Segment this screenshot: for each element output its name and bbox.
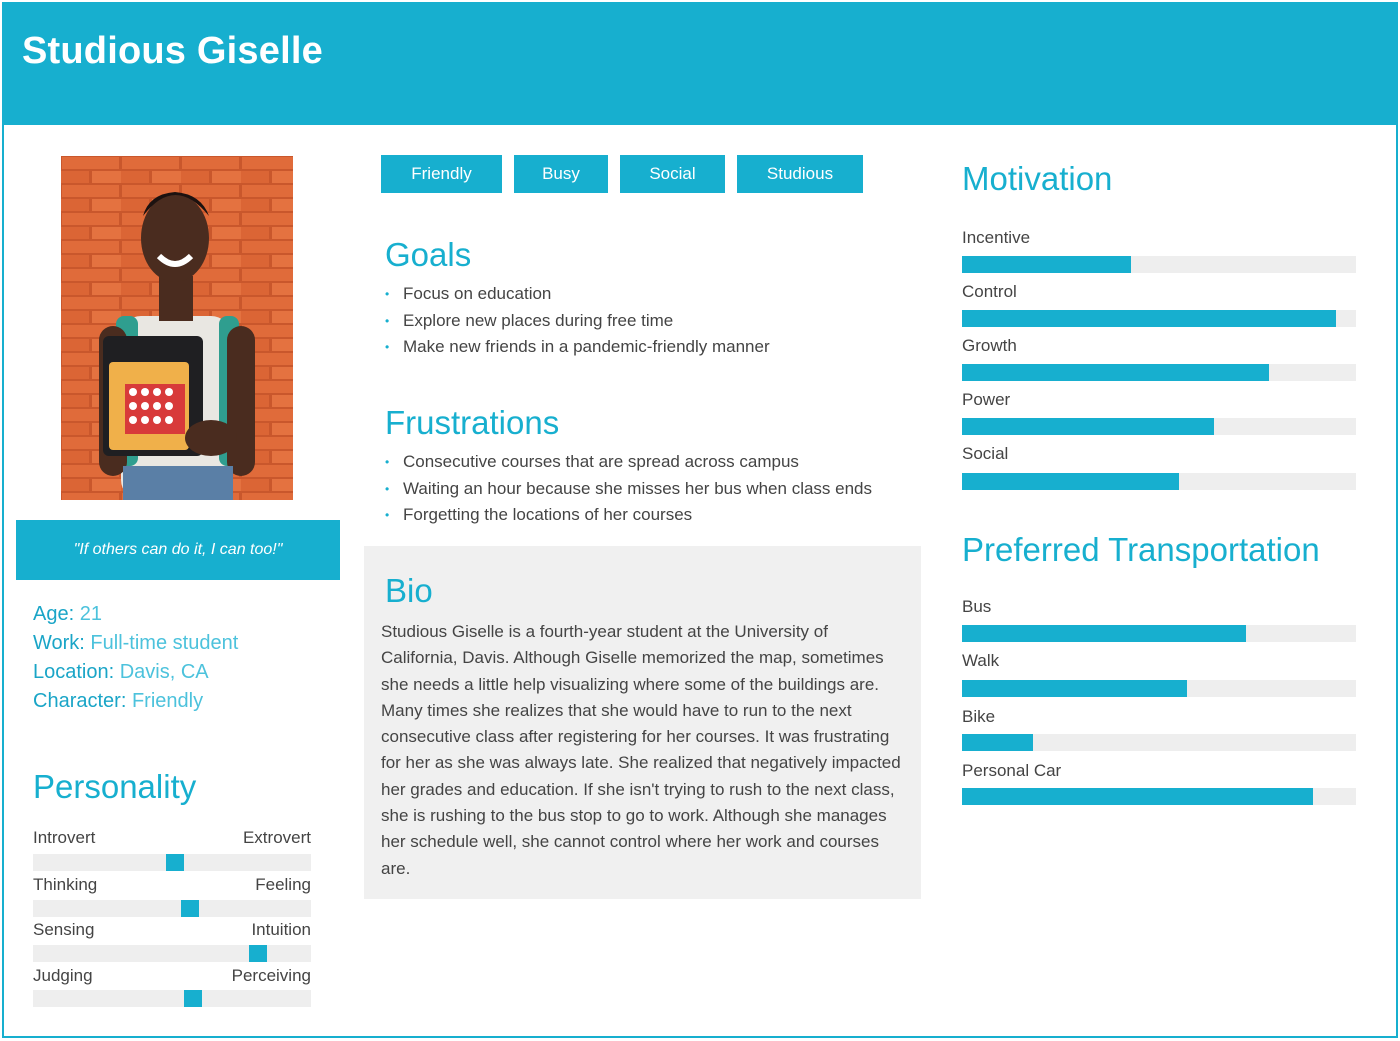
transportation-title: Preferred Transportation <box>962 531 1320 568</box>
trait-marker <box>166 854 184 871</box>
transportation-label: Personal Car <box>962 761 1062 780</box>
list-item: • Make new friends in a pandemic-friendly manner <box>385 337 770 357</box>
tag-social: Social <box>620 155 725 193</box>
transportation-bar <box>962 788 1313 805</box>
trait-left-label: Thinking <box>33 875 98 894</box>
motivation-label: Incentive <box>962 228 1031 247</box>
trait-right-label: Intuition <box>251 920 311 939</box>
info-character: Character: Friendly <box>33 690 204 712</box>
trait-track <box>33 990 311 1007</box>
persona-info <box>33 600 238 716</box>
persona-photo <box>61 156 293 500</box>
motivation-track <box>962 473 1356 490</box>
trait-track <box>33 945 311 962</box>
info-location: Location: Davis, CA <box>33 661 209 683</box>
bullet-icon: • <box>385 287 390 302</box>
trait-right-label: Perceiving <box>231 966 311 985</box>
info-work: Work: Full-time student <box>33 632 239 654</box>
header-banner <box>2 2 1398 125</box>
motivation-track <box>962 364 1356 381</box>
motivation-bar <box>962 473 1179 490</box>
transportation-track <box>962 734 1356 751</box>
motivation-bar <box>962 364 1269 381</box>
motivation-label: Social <box>962 444 1009 463</box>
motivation-bar <box>962 418 1214 435</box>
motivation-bar <box>962 310 1336 327</box>
list-item: • Forgetting the locations of her courses <box>385 505 693 525</box>
bio-title: Bio <box>385 572 433 609</box>
trait-left-label: Sensing <box>33 920 95 939</box>
trait-left-label: Introvert <box>33 828 96 847</box>
trait-right-label: Extrovert <box>242 828 311 847</box>
trait-right-label: Feeling <box>255 875 311 894</box>
motivation-label: Power <box>962 390 1011 409</box>
bio-text: Studious Giselle is a fourth-year student at the University of California, Davis. Although Giselle memorized the map, sometimes she needs a little help visualizing where some of the buildings are. Many times she realizes that she would have to run to the next consecutive class after registering for her courses. It was frustrating for her as she was always late. She realized that negatively impacted her grades and education. If she isn't trying to rush to the next class, she is rushing to the bus stop to go to work. Although she manages her schedule well, she cannot control where her work and courses are. <box>381 622 901 878</box>
tag-friendly: Friendly <box>381 155 502 193</box>
bullet-icon: • <box>385 313 390 328</box>
transportation-track <box>962 680 1356 697</box>
trait-track <box>33 900 311 917</box>
personality-title: Personality <box>33 768 197 805</box>
tag-studious: Studious <box>737 155 863 193</box>
bullet-icon: • <box>385 455 390 470</box>
personality-trait <box>33 875 311 895</box>
tag-busy: Busy <box>514 155 608 193</box>
list-item: • Explore new places during free time <box>385 310 674 330</box>
trait-track <box>33 854 311 871</box>
persona-name: Studious Giselle <box>22 30 323 72</box>
transportation-bar <box>962 680 1187 697</box>
motivation-track <box>962 256 1356 273</box>
motivation-label: Growth <box>962 336 1017 355</box>
goals-title: Goals <box>385 236 472 273</box>
motivation-track <box>962 310 1356 327</box>
info-age: Age: 21 <box>33 603 102 625</box>
frustrations-list <box>385 449 872 529</box>
bullet-icon: • <box>385 508 390 523</box>
list-item: • Waiting an hour because she misses her bus when class ends <box>385 478 873 498</box>
transportation-label: Bike <box>962 707 996 726</box>
personality-trait <box>33 966 311 986</box>
personality-trait <box>33 920 311 940</box>
trait-marker <box>184 990 202 1007</box>
motivation-label: Control <box>962 282 1017 301</box>
trait-marker <box>181 900 199 917</box>
transportation-label: Walk <box>962 651 1000 670</box>
motivation-title: Motivation <box>962 160 1113 197</box>
personality-trait <box>33 828 311 848</box>
transportation-bar <box>962 734 1033 751</box>
bullet-icon: • <box>385 481 390 496</box>
bullet-icon: • <box>385 340 390 355</box>
persona-quote: "If others can do it, I can too!" <box>16 520 340 580</box>
motivation-bar <box>962 256 1131 273</box>
transportation-track <box>962 625 1356 642</box>
transportation-track <box>962 788 1356 805</box>
list-item: • Consecutive courses that are spread across campus <box>385 452 799 472</box>
transportation-label: Bus <box>962 597 992 616</box>
goals-list <box>385 281 770 361</box>
list-item: • Focus on education <box>385 284 552 304</box>
motivation-track <box>962 418 1356 435</box>
frustrations-title: Frustrations <box>385 404 560 441</box>
transportation-bar <box>962 625 1246 642</box>
trait-left-label: Judging <box>33 966 93 985</box>
trait-marker <box>249 945 267 962</box>
